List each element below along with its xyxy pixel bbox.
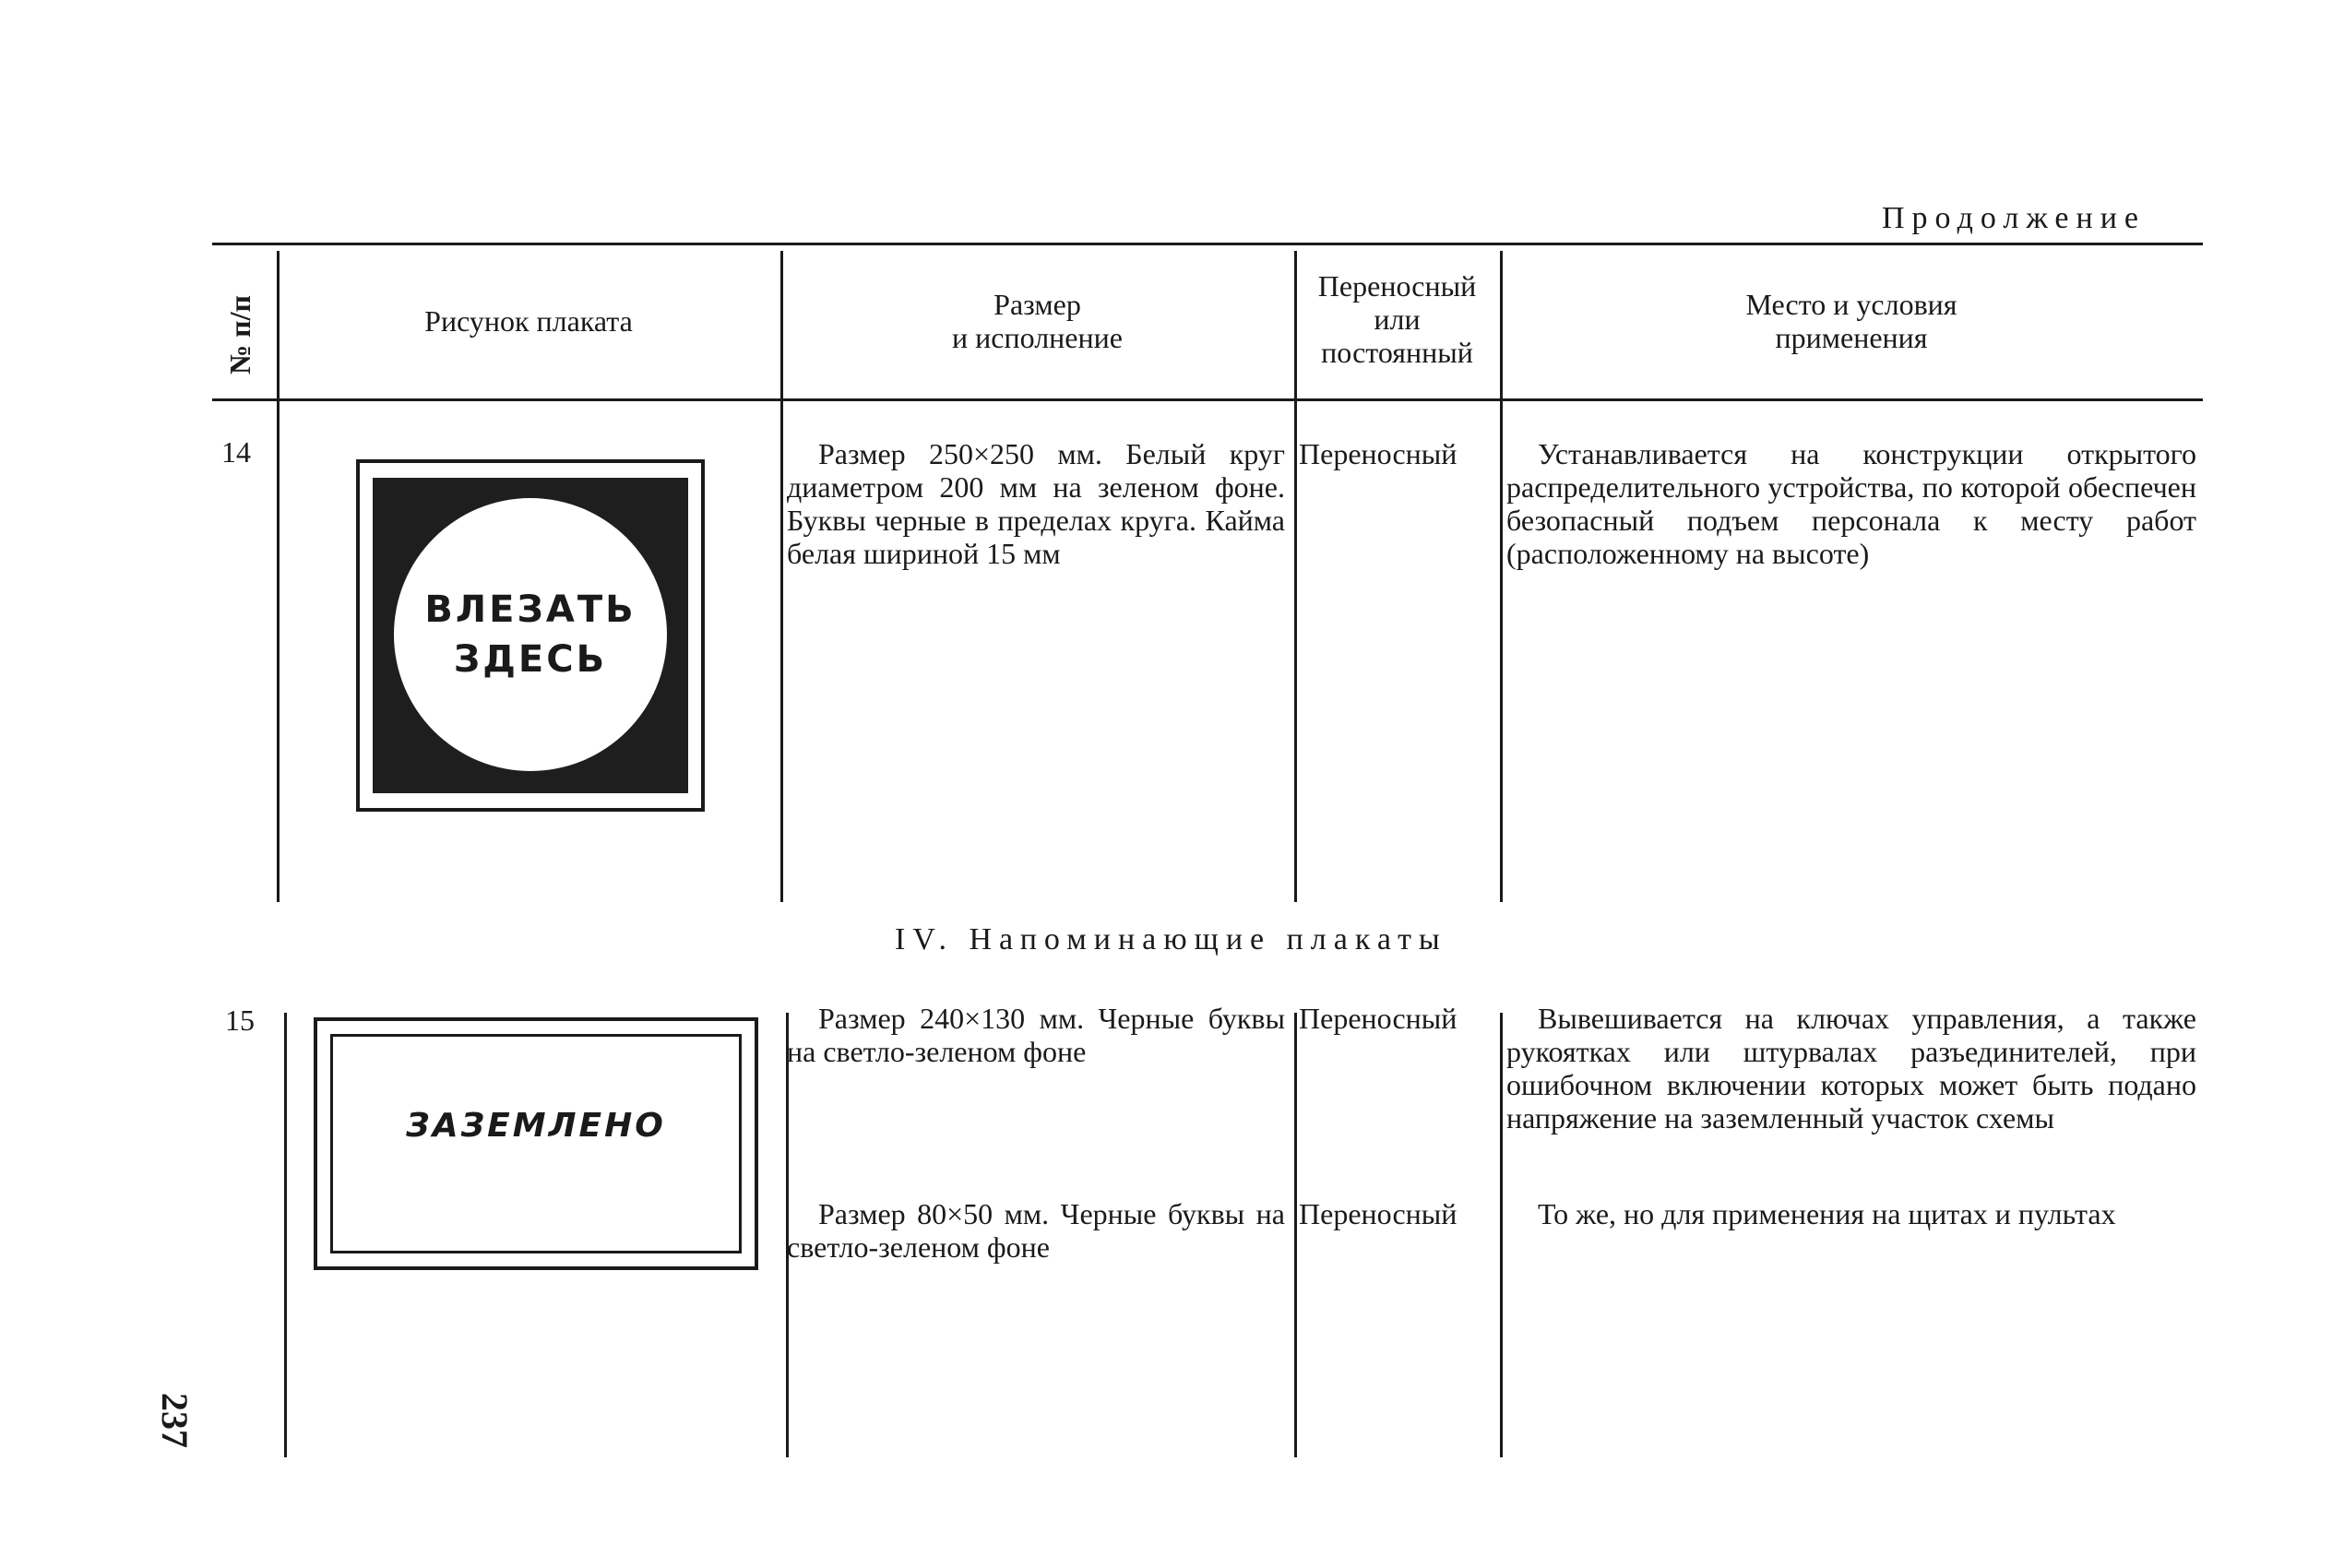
header-size-line1: Размер bbox=[993, 288, 1081, 321]
row-number: 14 bbox=[221, 435, 251, 469]
column-divider bbox=[277, 251, 280, 902]
place-description-small: То же, но для применения на щитах и пультах bbox=[1538, 1197, 2116, 1230]
column-divider bbox=[1294, 1013, 1297, 1457]
size-description-small: Размер 80×50 мм. Черные буквы на светло-зеленом фоне bbox=[787, 1197, 1285, 1264]
type-value-small: Переносный bbox=[1299, 1197, 1458, 1230]
header-type-line2: или bbox=[1374, 303, 1421, 336]
size-description: Размер 240×130 мм. Черные буквы на светло-зеленом фоне bbox=[787, 1002, 1285, 1068]
header-number: № п/п bbox=[223, 295, 256, 374]
header-type-line1: Переносный bbox=[1317, 269, 1477, 303]
column-divider bbox=[284, 1013, 287, 1457]
continuation-label: Продолжение bbox=[1882, 201, 2147, 235]
header-drawing: Рисунок плаката bbox=[424, 304, 633, 338]
table-top-rule bbox=[212, 243, 2203, 245]
poster-inner-border bbox=[330, 1034, 742, 1253]
poster-text-line2: ЗДЕСЬ bbox=[453, 638, 608, 681]
section-title: IV. Напоминающие плакаты bbox=[895, 922, 1447, 956]
poster-text: ЗАЗЕМЛЕНО bbox=[406, 1106, 666, 1145]
poster-dark-field bbox=[373, 478, 688, 793]
poster-grounded bbox=[314, 1017, 758, 1270]
header-place-line2: применения bbox=[1775, 321, 1928, 354]
type-value: Переносный bbox=[1299, 1002, 1458, 1035]
row-number: 15 bbox=[225, 1004, 255, 1037]
size-description: Размер 250×250 мм. Белый круг диаметром 200 мм на зеленом фоне. Буквы черные в пределах круга. Кайма белая шириной 15 мм bbox=[787, 437, 1285, 570]
place-description: Устанавливается на конструкции открытого распределительного устройства, по которой обеспечен безопасный подъем персонала к месту работ (расположенному на высоте) bbox=[1506, 437, 2196, 570]
header-type bbox=[1294, 269, 1500, 369]
poster-white-circle bbox=[394, 498, 667, 771]
column-divider bbox=[1500, 1013, 1503, 1457]
header-size-line2: и исполнение bbox=[952, 321, 1123, 354]
poster-climb-here bbox=[356, 459, 705, 812]
page-number: 237 bbox=[154, 1393, 196, 1448]
type-value: Переносный bbox=[1299, 437, 1458, 470]
poster-text-line1: ВЛЕЗАТЬ bbox=[424, 588, 637, 631]
header-place bbox=[1500, 288, 2203, 354]
header-place-line1: Место и условия bbox=[1745, 288, 1957, 321]
header-type-line3: постоянный bbox=[1321, 336, 1473, 369]
place-description: Вывешивается на ключах управления, а также рукоятках или штурвалах разъединителей, при ошибочном включении которых может быть подано напряжение на заземленный участок схемы bbox=[1506, 1002, 2196, 1134]
header-size bbox=[780, 288, 1294, 354]
header-bottom-rule bbox=[212, 398, 2203, 401]
